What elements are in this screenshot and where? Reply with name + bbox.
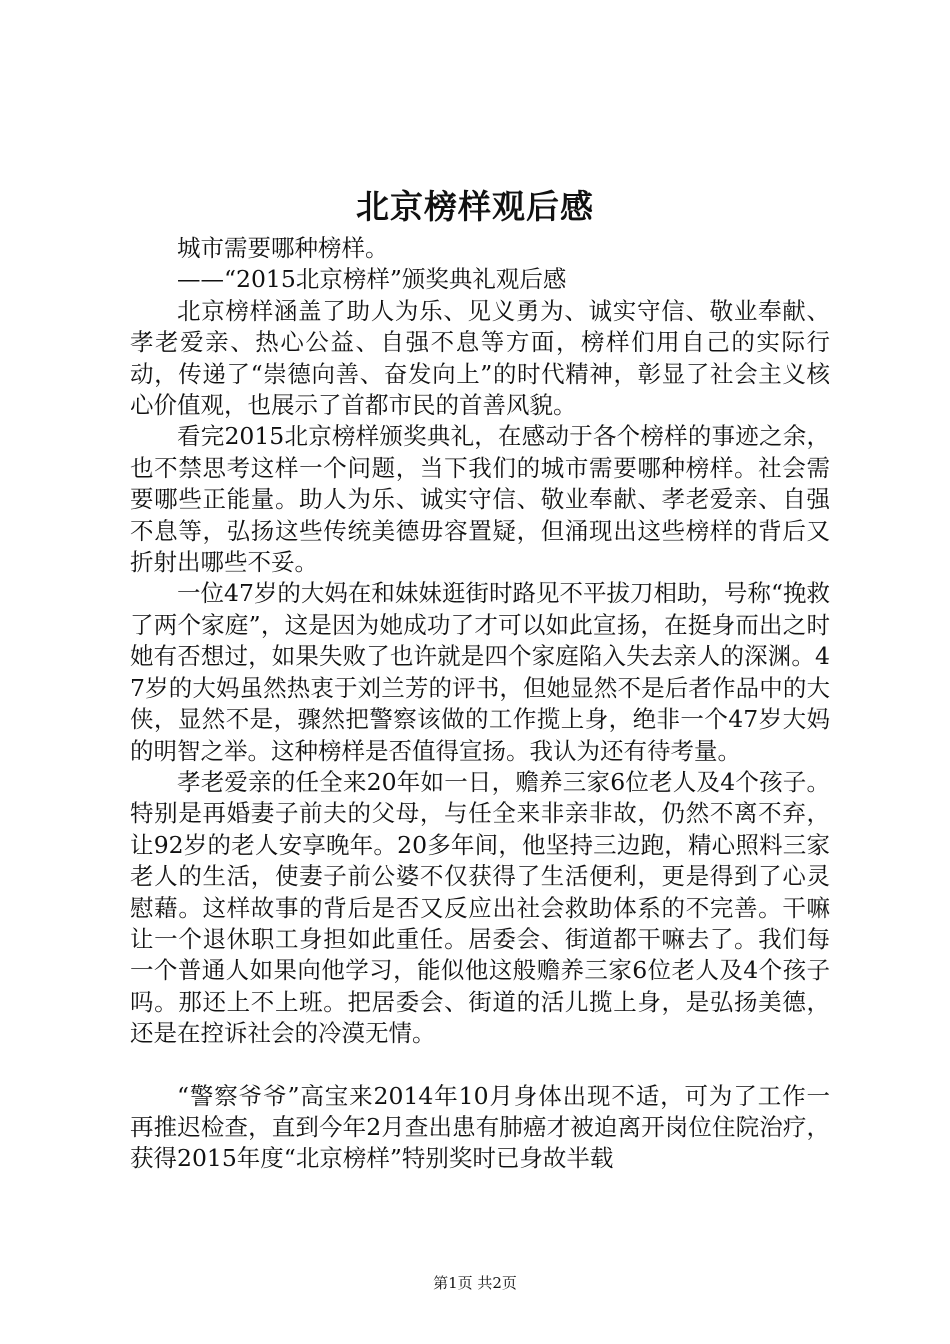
paragraph-example-ren-quanlai: 孝老爱亲的任全来20年如一日，赡养三家6位老人及4个孩子。特别是再婚妻子前夫的父母，与任全来非亲非故，仍然不离不弃，让92岁的老人安享晚年。20多年间，他坚持三边跑，精心照料三家老人的生活，使妻子前公婆不仅获得了生活便利，更是得到了心灵慰藉。这样故事的背后是否又反应出社会救助体系的不完善。干嘛让一个退休职工身担如此重任。居委会、街道都干嘛去了。我们每一个普通人如果向他学习，能似他这般赡养三家6位老人及4个孩子吗。那还上不上班。把居委会、街道的活儿揽上身，是弘扬美德，还是在控诉社会的冷漠无情。 [130,767,830,1048]
page-number-footer: 第1页 共2页 [433,1274,517,1292]
paragraph-subtitle-question: 城市需要哪种榜样。 [177,234,389,262]
document-body [130,233,830,1175]
paragraph-intro: 北京榜样涵盖了助人为乐、见义勇为、诚实守信、敬业奉献、孝老爱亲、热心公益、自强不息等方面，榜样们用自己的实际行动，传递了“崇德向善、奋发向上”的时代精神，彰显了社会主义核心价值观，也展示了首都市民的首善风貌。 [130,296,830,420]
document-title: 北京榜样观后感 [356,187,594,226]
paragraph-reflection: 看完2015北京榜样颁奖典礼，在感动于各个榜样的事迹之余，也不禁思考这样一个问题，当下我们的城市需要哪种榜样。社会需要哪些正能量。助人为乐、诚实守信、敬业奉献、孝老爱亲、自强不息等，弘扬这些传统美德毋容置疑，但涌现出这些榜样的背后又折射出哪些不妥。 [130,422,830,577]
paragraph-example-gao-baolai: “警察爷爷”高宝来2014年10月身体出现不适，可为了工作一再推迟检查，直到今年2月查出患有肺癌才被迫离开岗位住院治疗，获得2015年度“北京榜样”特别奖时已身故半载 [130,1081,830,1173]
paragraph-subtitle-event: ——“2015北京榜样”颁奖典礼观后感 [177,265,567,294]
paragraph-example-aunt: 一位47岁的大妈在和妹妹逛街时路见不平拔刀相助，号称“挽救了两个家庭”，这是因为她成功了才可以如此宣扬，在挺身而出之时她有否想过，如果失败了也许就是四个家庭陷入失去亲人的深渊。47岁的大妈虽然热衷于刘兰芳的评书，但她显然不是后者作品中的大侠，显然不是，骤然把警察该做的工作揽上身，绝非一个47岁大妈的明智之举。这种榜样是否值得宣扬。我认为还有待考量。 [130,579,830,765]
